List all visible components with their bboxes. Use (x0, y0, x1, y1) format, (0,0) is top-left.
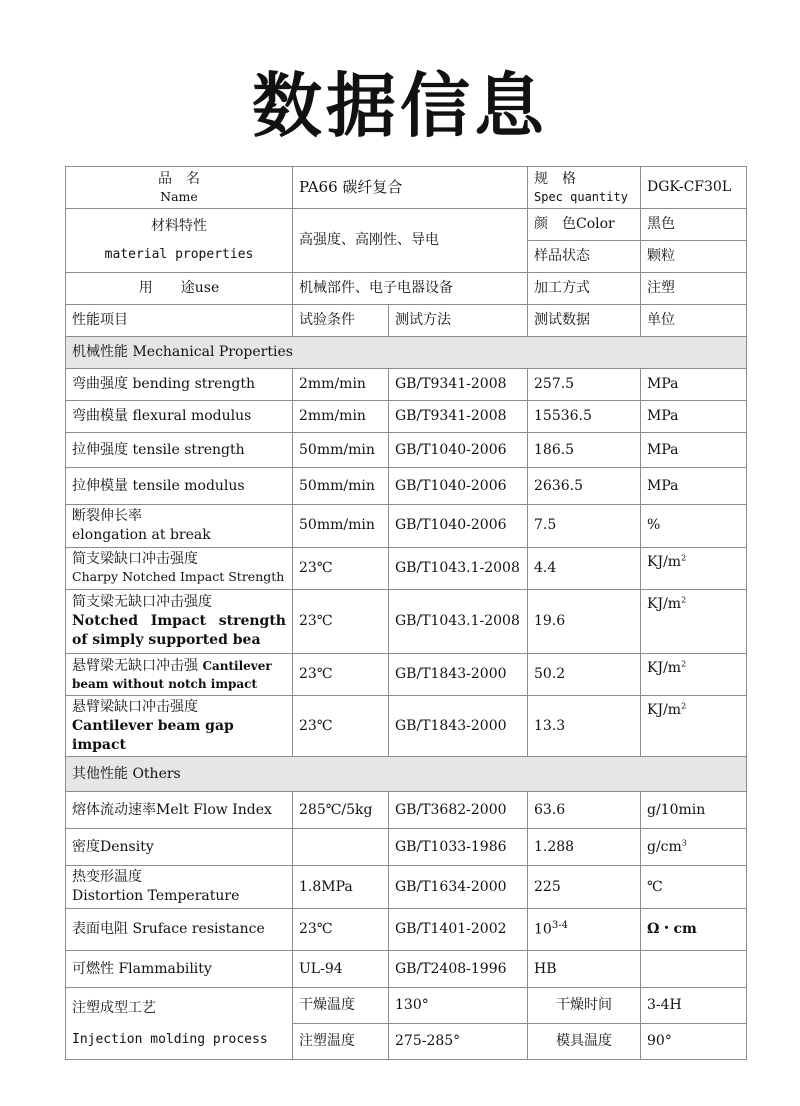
name-label-en: Name (160, 188, 198, 204)
test-method: GB/T1040-2006 (389, 468, 528, 505)
property-name: 弯曲强度 bending strength (66, 369, 293, 401)
test-condition: 23℃ (293, 909, 389, 951)
color-label: 颜 色Color (528, 209, 641, 241)
molding-label-cn: 注塑成型工艺 (72, 999, 156, 1016)
unit: MPa (641, 369, 747, 401)
spec-label-en: Spec quantity (534, 189, 628, 204)
unit: MPa (641, 401, 747, 433)
spec-label-cn: 规 格 (534, 170, 576, 187)
unit (641, 695, 747, 757)
page-title: 数据信息 (252, 65, 548, 147)
sample-value: 颗粒 (641, 241, 747, 273)
sample-label: 样品状态 (528, 241, 641, 273)
material-label (66, 209, 293, 273)
test-value: 7.5 (528, 505, 641, 548)
material-value: 高强度、高刚性、导电 (293, 209, 528, 273)
unit-superscript: 3 (681, 838, 687, 848)
test-method: GB/T1043.1-2008 (389, 589, 528, 653)
table-row (66, 401, 747, 433)
property-name (66, 653, 293, 695)
unit: MPa (641, 433, 747, 468)
property-name: 拉伸强度 tensile strength (66, 433, 293, 468)
test-condition: 23℃ (293, 589, 389, 653)
unit: MPa (641, 468, 747, 505)
unit: Ω・cm (641, 909, 747, 951)
table-row (66, 369, 747, 401)
test-value: 4.4 (528, 547, 641, 589)
test-value (528, 909, 641, 951)
test-method: GB/T1033-1986 (389, 829, 528, 866)
dry-temp-value: 130° (389, 988, 528, 1024)
unit-text: KJ/m (647, 701, 682, 718)
unit: ℃ (641, 866, 747, 909)
table-row (66, 909, 747, 951)
table-row (66, 951, 747, 988)
test-value: 19.6 (528, 589, 641, 653)
section-title: 其他性能 Others (66, 757, 747, 792)
test-condition: 23℃ (293, 653, 389, 695)
property-name (66, 505, 293, 548)
material-label-en: material properties (104, 247, 254, 263)
test-condition: 2mm/min (293, 401, 389, 433)
test-method: GB/T9341-2008 (389, 369, 528, 401)
test-condition: 285℃/5kg (293, 792, 389, 829)
test-value: 257.5 (528, 369, 641, 401)
unit-text: KJ/m (647, 553, 682, 570)
test-value: 2636.5 (528, 468, 641, 505)
table-row (66, 505, 747, 548)
property-name-cn: 简支梁无缺口冲击强度 (72, 593, 212, 610)
test-condition (293, 829, 389, 866)
spec-label (528, 167, 641, 209)
table-row (66, 829, 747, 866)
dry-temp-label: 干燥温度 (293, 988, 389, 1024)
name-value: PA66 碳纤复合 (293, 167, 528, 209)
column-header: 测试数据 (528, 305, 641, 337)
property-name-cn: 热变形温度 (72, 869, 142, 886)
unit-superscript: 2 (681, 595, 687, 605)
molding-row-dry (66, 988, 747, 1024)
mold-temp-value: 90° (641, 1024, 747, 1060)
test-method: GB/T1843-2000 (389, 653, 528, 695)
column-header: 单位 (641, 305, 747, 337)
mold-temp-label: 模具温度 (528, 1024, 641, 1060)
property-name-en: elongation at break (72, 526, 211, 543)
property-name (66, 695, 293, 757)
table-row (66, 547, 747, 589)
unit-text: g/cm (647, 839, 682, 855)
unit-text: KJ/m (647, 595, 682, 612)
molding-label-en: Injection molding process (72, 1032, 268, 1048)
property-name-en: Distortion Temperature (72, 888, 240, 905)
test-value: HB (528, 951, 641, 988)
property-name (66, 589, 293, 653)
test-value: 225 (528, 866, 641, 909)
inj-temp-label: 注塑温度 (293, 1024, 389, 1060)
unit: g/10min (641, 792, 747, 829)
test-value: 63.6 (528, 792, 641, 829)
test-condition: 50mm/min (293, 433, 389, 468)
test-condition: 2mm/min (293, 369, 389, 401)
property-name-en-cont: beam without notch impact (72, 676, 258, 691)
unit (641, 589, 747, 653)
color-value: 黑色 (641, 209, 747, 241)
test-method: GB/T3682-2000 (389, 792, 528, 829)
unit-text: KJ/m (647, 659, 682, 676)
property-name-en: Cantilever beam gap impact (72, 717, 234, 753)
unit (641, 829, 747, 866)
property-name: 可燃性 Flammability (66, 951, 293, 988)
table-row (66, 792, 747, 829)
column-header: 测试方法 (389, 305, 528, 337)
column-header-row (66, 305, 747, 337)
test-condition: 50mm/min (293, 468, 389, 505)
use-label: 用 途use (66, 273, 293, 305)
spec-value: DGK-CF30L (641, 167, 747, 209)
test-value: 50.2 (528, 653, 641, 695)
property-name-en: Cantilever (202, 658, 272, 673)
test-value: 15536.5 (528, 401, 641, 433)
test-condition: 23℃ (293, 695, 389, 757)
test-condition: 1.8MPa (293, 866, 389, 909)
material-label-cn: 材料特性 (151, 218, 207, 235)
section-row-others (66, 757, 747, 792)
unit-superscript: 2 (681, 659, 687, 669)
name-label-cn: 品 名 (158, 170, 200, 187)
property-name-cn: 悬臂梁无缺口冲击强 (72, 657, 198, 674)
unit (641, 951, 747, 988)
inj-temp-value: 275-285° (389, 1024, 528, 1060)
process-label: 加工方式 (528, 273, 641, 305)
table-row (66, 468, 747, 505)
test-value: 1.288 (528, 829, 641, 866)
table-row (66, 433, 747, 468)
column-header: 性能项目 (66, 305, 293, 337)
molding-label (66, 988, 293, 1060)
test-method: GB/T1634-2000 (389, 866, 528, 909)
process-value: 注塑 (641, 273, 747, 305)
property-name: 表面电阻 Sruface resistance (66, 909, 293, 951)
dry-time-label: 干燥时间 (528, 988, 641, 1024)
test-method: GB/T1043.1-2008 (389, 547, 528, 589)
table-row (66, 695, 747, 757)
unit: % (641, 505, 747, 548)
property-name: 熔体流动速率Melt Flow Index (66, 792, 293, 829)
property-name: 拉伸模量 tensile modulus (66, 468, 293, 505)
property-name: 弯曲模量 flexural modulus (66, 401, 293, 433)
test-condition: UL-94 (293, 951, 389, 988)
property-name-en: Notched Impact strength of simply supported bea (72, 612, 286, 648)
test-value: 13.3 (528, 695, 641, 757)
property-name (66, 547, 293, 589)
use-value: 机械部件、电子电器设备 (293, 273, 528, 305)
test-method: GB/T9341-2008 (389, 401, 528, 433)
test-condition: 23℃ (293, 547, 389, 589)
spec-table (65, 166, 747, 1060)
column-header: 试验条件 (293, 305, 389, 337)
header-row-name (66, 167, 747, 209)
unit-superscript: 2 (681, 701, 687, 711)
property-name-cn: 断裂伸长率 (72, 508, 142, 524)
property-name-en: Charpy Notched Impact Strength (72, 569, 285, 585)
test-method: GB/T1040-2006 (389, 505, 528, 548)
section-title: 机械性能 Mechanical Properties (66, 337, 747, 369)
test-method: GB/T1040-2006 (389, 433, 528, 468)
header-row-use (66, 273, 747, 305)
unit-superscript: 2 (681, 553, 687, 563)
header-row-material (66, 209, 747, 241)
section-row-mechanical (66, 337, 747, 369)
name-label (66, 167, 293, 209)
property-name (66, 866, 293, 909)
property-name-cn: 简支梁缺口冲击强度 (72, 551, 198, 568)
table-row (66, 653, 747, 695)
value-exponent: 3-4 (551, 920, 568, 932)
unit (641, 547, 747, 589)
table-row (66, 866, 747, 909)
test-condition: 50mm/min (293, 505, 389, 548)
property-name-cn: 悬臂梁缺口冲击强度 (72, 698, 198, 715)
test-method: GB/T1401-2002 (389, 909, 528, 951)
unit (641, 653, 747, 695)
value-base: 10 (534, 922, 552, 939)
test-method: GB/T1843-2000 (389, 695, 528, 757)
test-value: 186.5 (528, 433, 641, 468)
dry-time-value: 3-4H (641, 988, 747, 1024)
test-method: GB/T2408-1996 (389, 951, 528, 988)
table-row (66, 589, 747, 653)
property-name: 密度Density (66, 829, 293, 866)
